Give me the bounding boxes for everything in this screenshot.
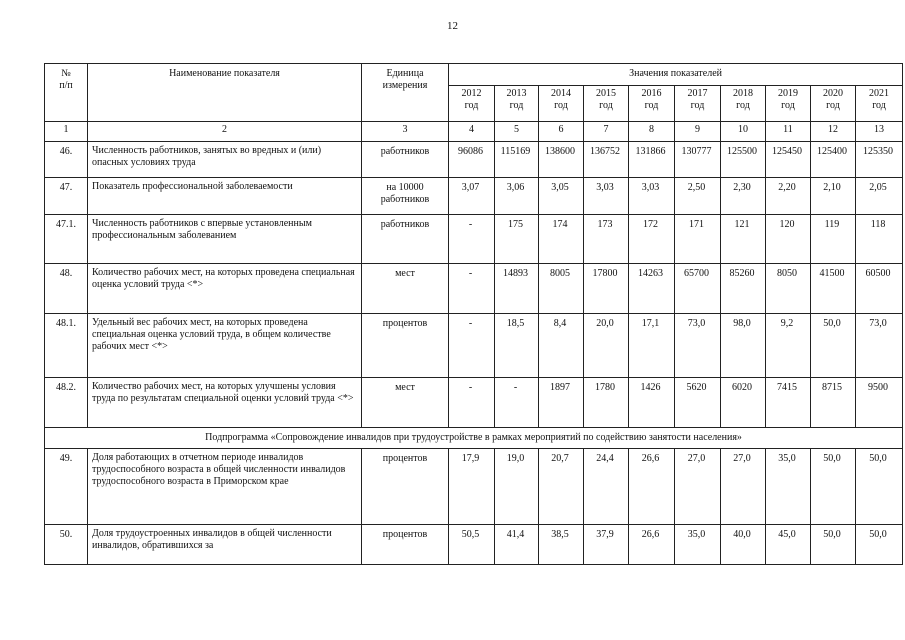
- row-number: 47.1.: [45, 215, 88, 264]
- header-name: Наименование показателя: [88, 64, 362, 122]
- header-year: 2013 год: [495, 86, 539, 122]
- value-cell: 125400: [811, 142, 856, 178]
- value-cell: 26,6: [629, 449, 675, 525]
- column-index: 3: [362, 122, 449, 142]
- table-row: [45, 215, 903, 264]
- column-index: 10: [721, 122, 766, 142]
- value-cell: 3,03: [584, 178, 629, 215]
- value-cell: 20,7: [539, 449, 584, 525]
- value-cell: -: [449, 215, 495, 264]
- value-cell: 1897: [539, 378, 584, 428]
- unit-cell: процентов: [362, 314, 449, 378]
- column-index: 8: [629, 122, 675, 142]
- value-cell: 45,0: [766, 525, 811, 565]
- value-cell: 120: [766, 215, 811, 264]
- table-row: [45, 378, 903, 428]
- value-cell: 50,5: [449, 525, 495, 565]
- value-cell: 17,9: [449, 449, 495, 525]
- header-num: № п/п: [45, 64, 88, 122]
- table-row: [45, 314, 903, 378]
- value-cell: -: [495, 378, 539, 428]
- value-cell: 1426: [629, 378, 675, 428]
- value-cell: 27,0: [721, 449, 766, 525]
- value-cell: 9,2: [766, 314, 811, 378]
- value-cell: 40,0: [721, 525, 766, 565]
- value-cell: 2,10: [811, 178, 856, 215]
- value-cell: 38,5: [539, 525, 584, 565]
- value-cell: 14893: [495, 264, 539, 314]
- header-unit: Единица измерения: [362, 64, 449, 122]
- header-year: 2020 год: [811, 86, 856, 122]
- value-cell: 26,6: [629, 525, 675, 565]
- row-number: 48.2.: [45, 378, 88, 428]
- value-cell: 3,06: [495, 178, 539, 215]
- indicator-name: Доля работающих в отчетном периоде инвалидов трудоспособного возраста в общей численности инвалидов трудоспособного возраста в Приморском крае: [88, 449, 362, 525]
- value-cell: 2,50: [675, 178, 721, 215]
- value-cell: 50,0: [811, 449, 856, 525]
- row-number: 48.1.: [45, 314, 88, 378]
- value-cell: 2,05: [856, 178, 903, 215]
- indicator-name: Количество рабочих мест, на которых проведена специальная оценка условий труда <*>: [88, 264, 362, 314]
- row-number: 48.: [45, 264, 88, 314]
- subprogram-row: [45, 428, 903, 449]
- unit-cell: мест: [362, 264, 449, 314]
- unit-cell: на 10000 работников: [362, 178, 449, 215]
- value-cell: 9500: [856, 378, 903, 428]
- value-cell: 85260: [721, 264, 766, 314]
- value-cell: 175: [495, 215, 539, 264]
- column-index: 6: [539, 122, 584, 142]
- value-cell: 3,03: [629, 178, 675, 215]
- value-cell: 24,4: [584, 449, 629, 525]
- value-cell: 35,0: [675, 525, 721, 565]
- table-row: [45, 178, 903, 215]
- value-cell: 27,0: [675, 449, 721, 525]
- column-index: 12: [811, 122, 856, 142]
- indicator-name: Доля трудоустроенных инвалидов в общей численности инвалидов, обратившихся за: [88, 525, 362, 565]
- unit-cell: процентов: [362, 525, 449, 565]
- value-cell: 35,0: [766, 449, 811, 525]
- header-year: 2012 год: [449, 86, 495, 122]
- value-cell: 37,9: [584, 525, 629, 565]
- column-index: 7: [584, 122, 629, 142]
- column-index: 11: [766, 122, 811, 142]
- value-cell: 96086: [449, 142, 495, 178]
- value-cell: 19,0: [495, 449, 539, 525]
- page-number: 12: [447, 20, 458, 32]
- column-index: 2: [88, 122, 362, 142]
- value-cell: 20,0: [584, 314, 629, 378]
- value-cell: -: [449, 264, 495, 314]
- value-cell: 125350: [856, 142, 903, 178]
- value-cell: 131866: [629, 142, 675, 178]
- value-cell: 7415: [766, 378, 811, 428]
- value-cell: 50,0: [856, 449, 903, 525]
- row-number: 50.: [45, 525, 88, 565]
- value-cell: 41500: [811, 264, 856, 314]
- header-year: 2016 год: [629, 86, 675, 122]
- indicator-name: Численность работников, занятых во вредных и (или) опасных условиях труда: [88, 142, 362, 178]
- column-index: 4: [449, 122, 495, 142]
- value-cell: 115169: [495, 142, 539, 178]
- table-row: [45, 525, 903, 565]
- value-cell: 130777: [675, 142, 721, 178]
- value-cell: 2,30: [721, 178, 766, 215]
- value-cell: 50,0: [811, 314, 856, 378]
- value-cell: 73,0: [675, 314, 721, 378]
- value-cell: 8,4: [539, 314, 584, 378]
- column-index: 9: [675, 122, 721, 142]
- value-cell: 60500: [856, 264, 903, 314]
- value-cell: 73,0: [856, 314, 903, 378]
- table-row: [45, 264, 903, 314]
- value-cell: 18,5: [495, 314, 539, 378]
- indicator-name: Показатель профессиональной заболеваемости: [88, 178, 362, 215]
- value-cell: 174: [539, 215, 584, 264]
- value-cell: 2,20: [766, 178, 811, 215]
- value-cell: 3,07: [449, 178, 495, 215]
- header-values: Значения показателей: [449, 64, 903, 86]
- value-cell: 1780: [584, 378, 629, 428]
- value-cell: 17800: [584, 264, 629, 314]
- indicator-name: Количество рабочих мест, на которых улучшены условия труда по результатам специальной оценки условий труда <*>: [88, 378, 362, 428]
- value-cell: 3,05: [539, 178, 584, 215]
- header-year: 2018 год: [721, 86, 766, 122]
- value-cell: -: [449, 378, 495, 428]
- value-cell: 41,4: [495, 525, 539, 565]
- value-cell: 8050: [766, 264, 811, 314]
- value-cell: 8715: [811, 378, 856, 428]
- unit-cell: работников: [362, 142, 449, 178]
- row-number: 46.: [45, 142, 88, 178]
- value-cell: 50,0: [811, 525, 856, 565]
- value-cell: 138600: [539, 142, 584, 178]
- table-row: [45, 449, 903, 525]
- unit-cell: процентов: [362, 449, 449, 525]
- header-year: 2017 год: [675, 86, 721, 122]
- value-cell: 172: [629, 215, 675, 264]
- row-number: 47.: [45, 178, 88, 215]
- header-year: 2021 год: [856, 86, 903, 122]
- value-cell: 136752: [584, 142, 629, 178]
- header-year: 2014 год: [539, 86, 584, 122]
- row-number: 49.: [45, 449, 88, 525]
- unit-cell: работников: [362, 215, 449, 264]
- indicator-name: Численность работников с впервые установленным профессиональным заболеванием: [88, 215, 362, 264]
- value-cell: 8005: [539, 264, 584, 314]
- value-cell: 125500: [721, 142, 766, 178]
- indicators-table: [44, 63, 903, 565]
- value-cell: 118: [856, 215, 903, 264]
- value-cell: 5620: [675, 378, 721, 428]
- value-cell: 6020: [721, 378, 766, 428]
- column-index: 13: [856, 122, 903, 142]
- unit-cell: мест: [362, 378, 449, 428]
- indicator-name: Удельный вес рабочих мест, на которых проведена специальная оценка условий труда, в общем количестве рабочих мест <*>: [88, 314, 362, 378]
- value-cell: 17,1: [629, 314, 675, 378]
- subprogram-title: Подпрограмма «Сопровождение инвалидов при трудоустройстве в рамках мероприятий по содействию занятости населения»: [45, 428, 903, 449]
- value-cell: 125450: [766, 142, 811, 178]
- value-cell: -: [449, 314, 495, 378]
- value-cell: 98,0: [721, 314, 766, 378]
- value-cell: 171: [675, 215, 721, 264]
- value-cell: 14263: [629, 264, 675, 314]
- value-cell: 65700: [675, 264, 721, 314]
- value-cell: 50,0: [856, 525, 903, 565]
- header-year: 2019 год: [766, 86, 811, 122]
- table-row: [45, 142, 903, 178]
- header-year: 2015 год: [584, 86, 629, 122]
- column-index: 5: [495, 122, 539, 142]
- value-cell: 119: [811, 215, 856, 264]
- column-index: 1: [45, 122, 88, 142]
- value-cell: 173: [584, 215, 629, 264]
- value-cell: 121: [721, 215, 766, 264]
